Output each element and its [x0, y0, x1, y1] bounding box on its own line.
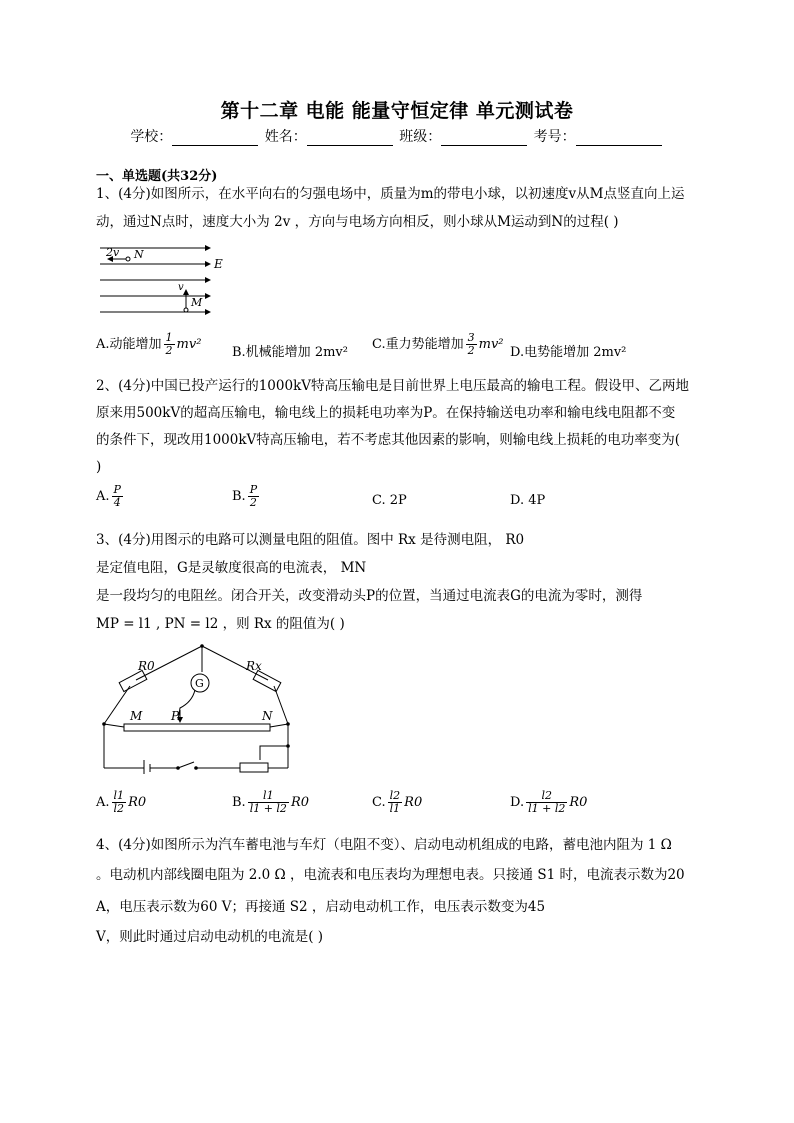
q3-option-b[interactable]: B. $\frac{l1}{l1 + l2}$ R0 [232, 789, 309, 815]
q4-line-4: V，则此时通过启动电动机的电流是( ) [96, 929, 324, 945]
q3-line-2: 是定值电阻，G是灵敏度很高的电流表， MN [96, 560, 367, 576]
switch-blade [178, 762, 194, 768]
junction-top [200, 644, 204, 648]
school-label: 学校： [130, 129, 173, 145]
q1-option-a[interactable]: A.动能增加 $\frac{1}{2}$ mv² [96, 331, 202, 357]
q2-line-2: 原来用500kV的超高压输电，输电线上的损耗电功率为P。在保持输送电功率和输电线电阻都不变 [96, 405, 676, 421]
q4-line-3: A，电压表示数为60 V；再接通 S2 ，启动电动机工作，电压表示数变为45 [96, 899, 546, 915]
number-blank[interactable] [576, 131, 662, 146]
junction-left [102, 722, 106, 726]
wire-left-down [104, 686, 130, 724]
name-label: 姓名： [264, 129, 307, 145]
q2-line-3: 的条件下，现改用1000kV特高压输电，若不考虑其他因素的影响，则输电线上损耗的电功率变为( [96, 432, 681, 448]
label-N: N [262, 709, 273, 723]
resistance-wire-MN [124, 724, 270, 731]
q2-line-1: 2、(4分)中国已投产运行的1000kV特高压输电是目前世界上电压最高的输电工程。假设甲、乙两地 [96, 378, 689, 394]
point-M [184, 308, 188, 312]
label-N: N [134, 248, 144, 261]
q3-line-3: 是一段均匀的电阻丝。闭合开关，改变滑动头P的位置，当通过电流表G的电流为零时，测得 [96, 588, 643, 604]
q3-option-d[interactable]: D. $\frac{l2}{l1 + l2}$ R0 [510, 789, 588, 815]
q3-line-4: MP = l1 , PN = l2 ，则 Rx 的阻值为( ) [96, 616, 345, 632]
school-blank[interactable] [172, 131, 258, 146]
q3-option-a[interactable]: A. $\frac{l1}{l2}$ R0 [96, 789, 147, 815]
label-R0: R0 [138, 659, 155, 673]
number-label: 考号： [533, 129, 576, 145]
q2-option-b[interactable]: B. $\frac{P}{2}$ [232, 483, 258, 509]
q2-line-4: ) [96, 459, 102, 475]
point-N [126, 257, 130, 261]
label-G: G [195, 677, 204, 690]
label-2v: 2v [106, 246, 120, 259]
label-M: M [130, 709, 143, 723]
page-title: 第十二章 电能 能量守恒定律 单元测试卷 [220, 100, 574, 122]
switch-node-1 [176, 766, 180, 770]
class-label: 班级： [399, 129, 442, 145]
q3-circuit-figure [100, 640, 300, 775]
q2-option-c[interactable]: C. 2P [372, 493, 407, 508]
q2-option-d[interactable]: D. 4P [510, 493, 546, 508]
wire-right-down [274, 686, 288, 724]
student-info-line [0, 126, 794, 146]
q1-option-b[interactable]: B.机械能增加 2mv² [232, 345, 348, 360]
wire-N [270, 724, 288, 727]
wire-G-to-P [178, 690, 195, 720]
junction-rheostat [286, 744, 290, 748]
q1-line-1: 1、(4分)如图所示，在水平向右的匀强电场中，质量为m的带电小球，以初速度v从M点竖直向上运 [96, 186, 685, 202]
q3-option-c[interactable]: C. $\frac{l2}{l1}$ R0 [372, 789, 423, 815]
q3-line-1: 3、(4分)用图示的电路可以测量电阻的阻值。图中 Rx 是待测电阻， R0 [96, 532, 525, 548]
q1-figure [96, 242, 236, 320]
q1-option-d[interactable]: D.电势能增加 2mv² [510, 345, 627, 360]
q4-line-1: 4、(4分)如图所示为汽车蓄电池与车灯（电阻不变）、启动电动机组成的电路，蓄电池内阻为 1 Ω [96, 837, 672, 853]
label-v: v [178, 282, 184, 293]
resistor-Rx [253, 670, 281, 691]
q2-option-a[interactable]: A. $\frac{P}{4}$ [96, 483, 121, 509]
resistor-R0 [119, 670, 147, 691]
label-P: P [171, 709, 180, 723]
switch-node-2 [194, 766, 198, 770]
name-blank[interactable] [307, 131, 393, 146]
section-heading: 一、单选题(共32分) [96, 169, 218, 184]
label-E: E [214, 257, 223, 271]
junction-right [286, 722, 290, 726]
rheostat [240, 763, 268, 772]
q1-line-2: 动，通过N点时，速度大小为 2v ，方向与电场方向相反，则小球从M运动到N的过程( ) [96, 214, 619, 230]
label-M: M [191, 296, 203, 309]
label-Rx: Rx [246, 659, 262, 673]
q1-option-c[interactable]: C.重力势能增加 $\frac{3}{2}$ mv² [372, 331, 504, 357]
class-blank[interactable] [441, 131, 527, 146]
rheostat-slider-wire [260, 746, 288, 760]
wire-M [104, 724, 124, 727]
q4-line-2: 。电动机内部线圈电阻为 2.0 Ω ，电流表和电压表均为理想电表。只接通 S1 时，电流表示数为20 [96, 867, 685, 883]
